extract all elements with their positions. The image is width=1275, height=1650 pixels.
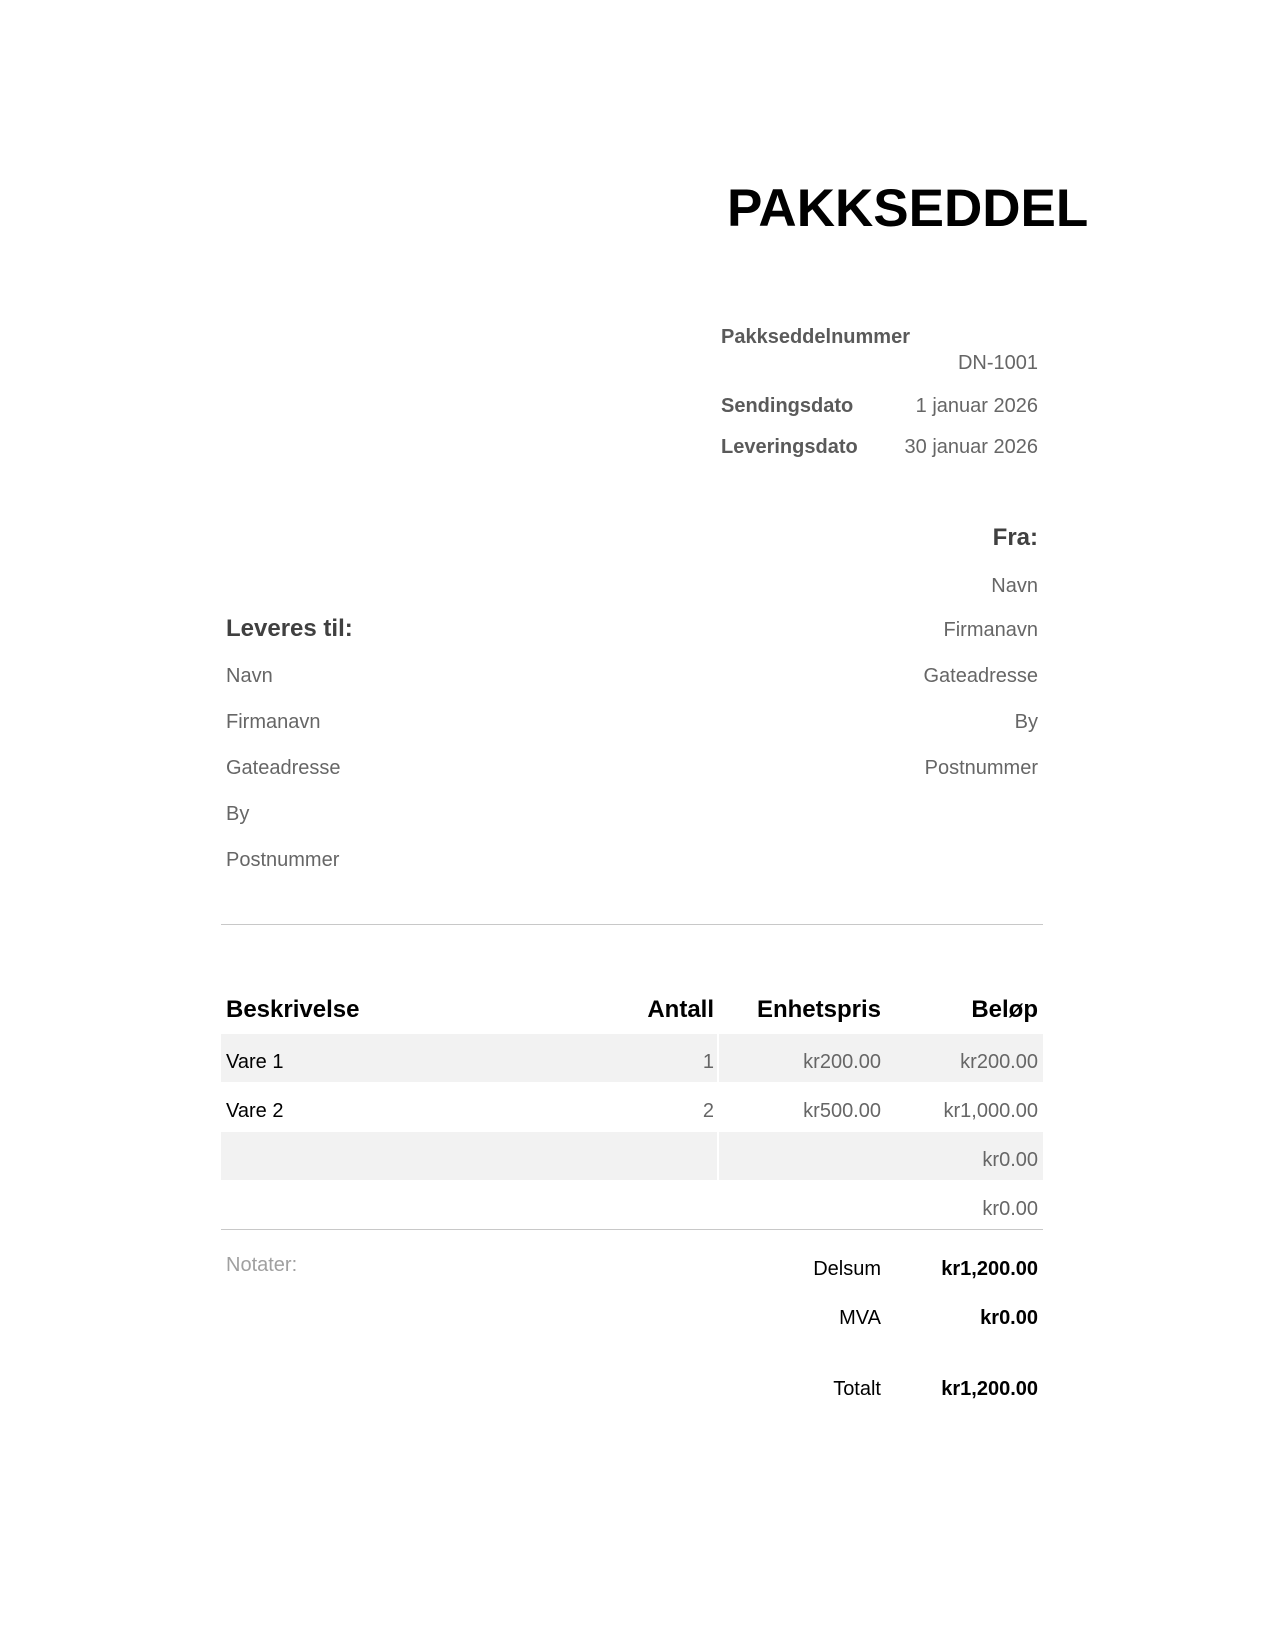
recipient-postal-code: Postnummer	[226, 849, 340, 871]
delivery-note-number-value: DN-1001	[957, 352, 1038, 374]
recipient-street: Gateadresse	[226, 757, 341, 779]
ship-date-value: 1 januar 2026	[915, 395, 1038, 417]
delivery-date-label: Leveringsdato	[721, 436, 858, 458]
table-row-stripe-gap	[717, 1034, 719, 1082]
column-header-amount: Beløp	[971, 996, 1038, 1023]
vat-label: MVA	[839, 1307, 881, 1329]
section-divider	[221, 924, 1043, 925]
row-amount: kr0.00	[982, 1198, 1038, 1220]
delivery-date-value: 30 januar 2026	[904, 436, 1038, 458]
sender-postal-code: Postnummer	[924, 757, 1038, 779]
total-label: Totalt	[833, 1378, 881, 1400]
document-title: PAKKSEDDEL	[727, 179, 1089, 238]
recipient-city: By	[226, 803, 250, 825]
subtotal-label: Delsum	[813, 1258, 881, 1280]
row-amount: kr0.00	[982, 1149, 1038, 1171]
notes-label: Notater:	[226, 1254, 298, 1276]
row-unit-price: kr200.00	[803, 1051, 881, 1073]
row-amount: kr1,000.00	[943, 1100, 1038, 1122]
table-bottom-rule	[221, 1229, 1043, 1230]
recipient-company: Firmanavn	[226, 711, 321, 733]
recipient-heading: Leveres til:	[226, 615, 353, 642]
row-quantity: 2	[702, 1100, 714, 1122]
total-value: kr1,200.00	[941, 1378, 1038, 1400]
row-description: Vare 1	[226, 1051, 284, 1073]
column-header-description: Beskrivelse	[226, 996, 360, 1023]
sender-name: Navn	[991, 575, 1038, 597]
vat-value: kr0.00	[980, 1307, 1038, 1329]
row-quantity: 1	[702, 1051, 714, 1073]
delivery-note-number-label: Pakkseddelnummer	[721, 326, 910, 348]
sender-street: Gateadresse	[923, 665, 1038, 687]
subtotal-value: kr1,200.00	[941, 1258, 1038, 1280]
table-row-stripe	[221, 1132, 1043, 1180]
sender-company: Firmanavn	[943, 619, 1038, 641]
sender-heading: Fra:	[992, 524, 1038, 551]
row-amount: kr200.00	[960, 1051, 1038, 1073]
row-description: Vare 2	[226, 1100, 284, 1122]
table-row-stripe	[221, 1034, 1043, 1082]
row-unit-price: kr500.00	[803, 1100, 881, 1122]
ship-date-label: Sendingsdato	[721, 395, 854, 417]
column-header-unit-price: Enhetspris	[756, 996, 881, 1023]
recipient-name: Navn	[226, 665, 273, 687]
sender-city: By	[1014, 711, 1038, 733]
column-header-quantity: Antall	[647, 996, 714, 1023]
table-row-stripe-gap	[717, 1132, 719, 1180]
